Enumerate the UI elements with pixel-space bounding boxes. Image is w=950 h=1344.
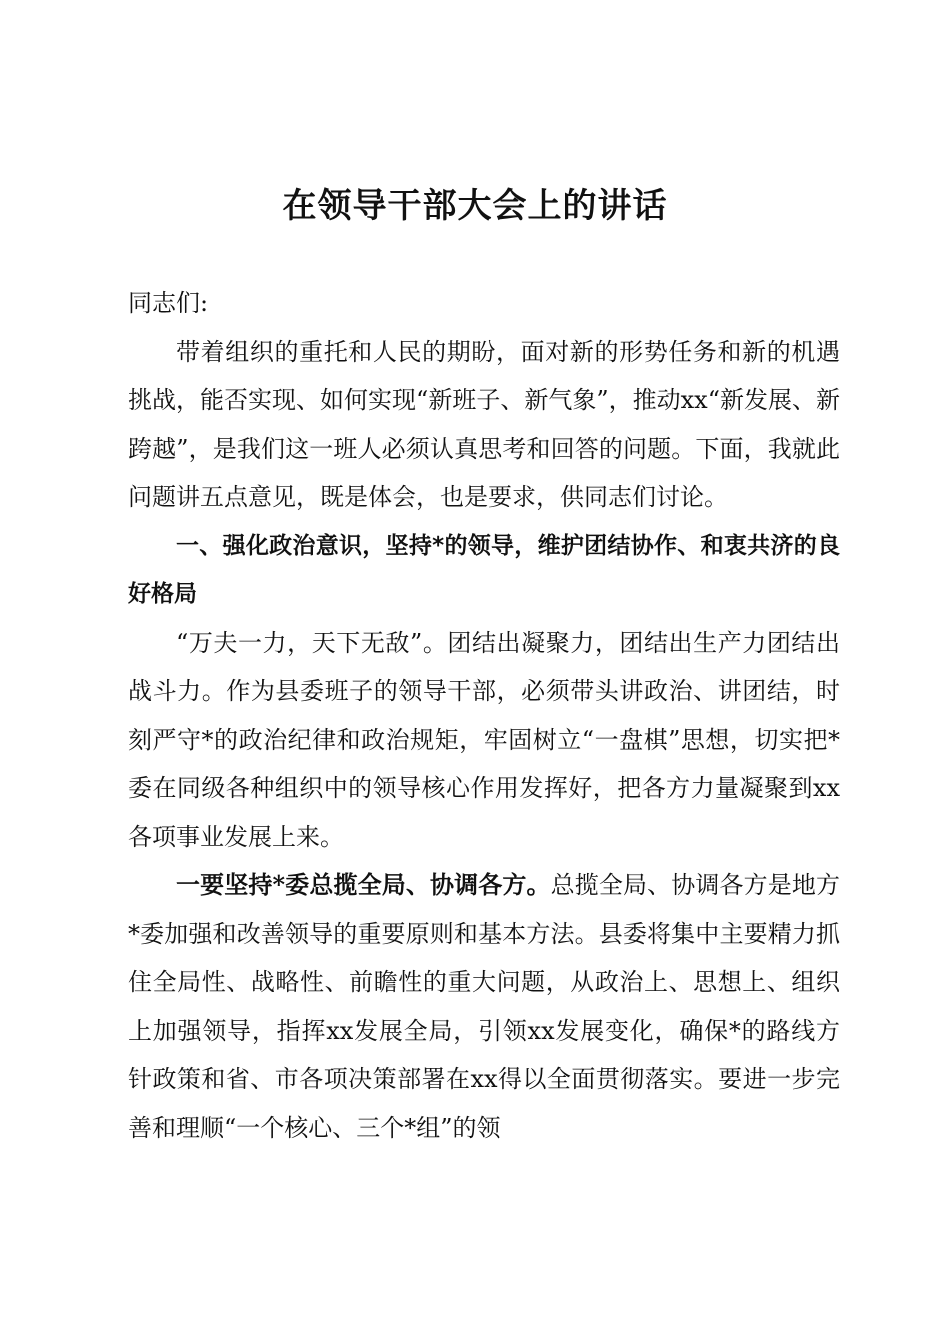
point-1-paragraph bbox=[128, 861, 840, 1152]
document-title: 在领导干部大会上的讲话 bbox=[282, 186, 668, 226]
point-1-body: 总揽全局、协调各方是地方*委加强和改善领导的重要原则和基本方法。县委将集中主要精力抓住全局性、战略性、前瞻性的重大问题，从政治上、思想上、组织上加强领导，指挥xx发展全局，引领xx发展变化，确保*的路线方针政策和省、市各项决策部署在xx得以全面贯彻落实。要进一步完善和理顺“一个核心、三个*组”的领 bbox=[128, 871, 840, 1142]
point-1-lead: 一要坚持*委总揽全局、协调各方。 bbox=[176, 870, 551, 899]
section-heading-1: 一、强化政治意识，坚持*的领导，维护团结协作、和衷共济的良好格局 bbox=[128, 532, 840, 607]
document-body bbox=[128, 279, 840, 1152]
salutation: 同志们: bbox=[128, 289, 209, 317]
intro-paragraph: 带着组织的重托和人民的期盼，面对新的形势任务和新的机遇挑战，能否实现、如何实现“新班子、新气象”，推动xx“新发展、新跨越”，是我们这一班人必须认真思考和回答的问题。下面，我就此问题讲五点意见，既是体会，也是要求，供同志们讨论。 bbox=[128, 337, 840, 511]
section-1-paragraph: “万夫一力，天下无敌”。团结出凝聚力，团结出生产力团结出战斗力。作为县委班子的领导干部，必须带头讲政治、讲团结，时刻严守*的政治纪律和政治规矩，牢固树立“一盘棋”思想，切实把*委在同级各种组织中的领导核心作用发挥好，把各方力量凝聚到xx各项事业发展上来。 bbox=[128, 628, 840, 851]
